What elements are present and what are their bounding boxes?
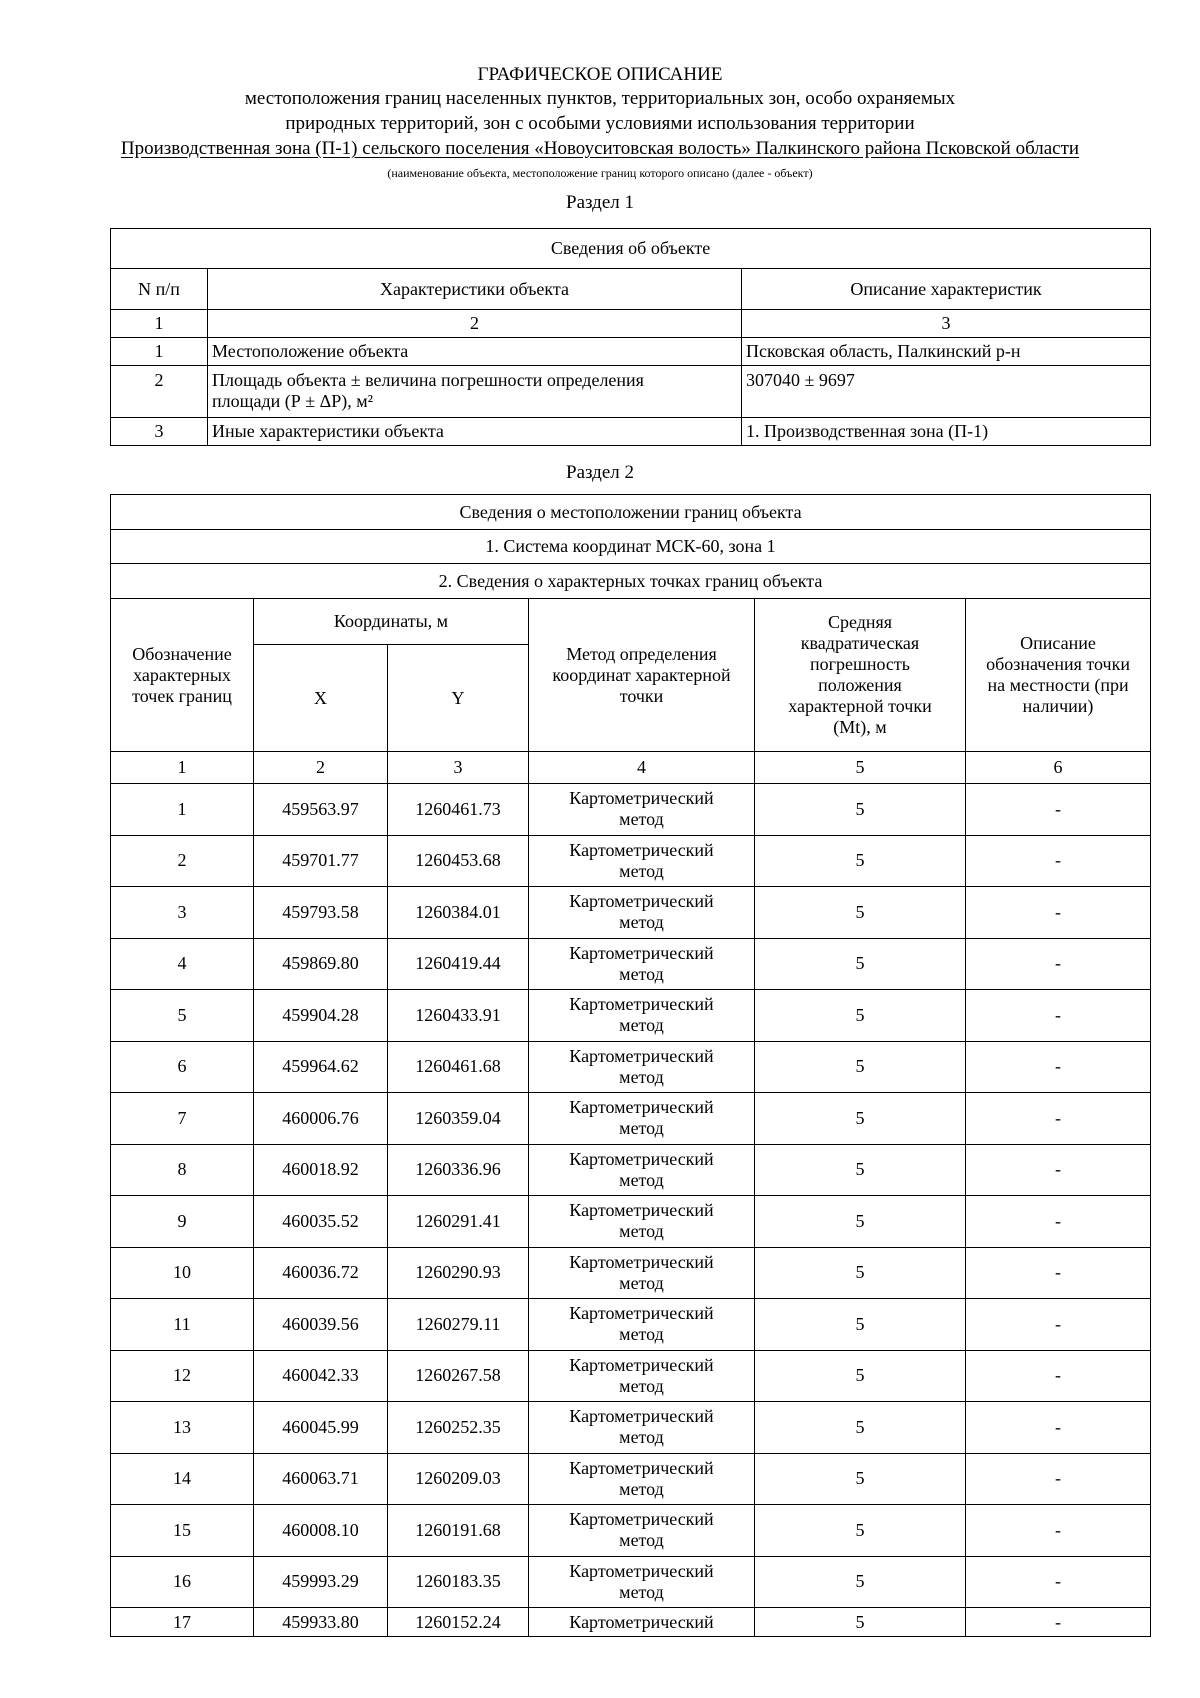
- point-error: 5: [755, 1144, 966, 1196]
- point-method-line2: метод: [619, 1066, 664, 1087]
- header-line: характерных: [133, 664, 231, 685]
- column-header-characteristics: Характеристики объекта: [208, 269, 742, 310]
- point-description: -: [966, 1453, 1151, 1505]
- point-x: 460035.52: [254, 1196, 388, 1248]
- table-row: [111, 784, 1151, 836]
- point-method-line1: Картометрический: [569, 1457, 714, 1478]
- point-y: 1260252.35: [388, 1402, 529, 1454]
- point-method-line2: метод: [619, 1015, 664, 1036]
- point-method-line1: Картометрический: [569, 994, 714, 1015]
- table-row: [111, 887, 1151, 939]
- point-description: -: [966, 1093, 1151, 1145]
- table-row: [111, 938, 1151, 990]
- characteristic-name: Иные характеристики объекта: [208, 418, 742, 446]
- point-error: 5: [755, 784, 966, 836]
- point-method: [529, 1608, 755, 1637]
- point-x: 459869.80: [254, 938, 388, 990]
- point-number: 10: [111, 1247, 254, 1299]
- point-x: 460039.56: [254, 1299, 388, 1351]
- table-row: [111, 1350, 1151, 1402]
- point-number: 8: [111, 1144, 254, 1196]
- point-method-line2: метод: [619, 1221, 664, 1242]
- object-info-table: [110, 228, 1151, 446]
- point-method-line1: Картометрический: [569, 1200, 714, 1221]
- point-y: 1260461.68: [388, 1041, 529, 1093]
- point-description: -: [966, 1041, 1151, 1093]
- point-description: -: [966, 1402, 1151, 1454]
- point-method-line1: Картометрический: [569, 1560, 714, 1581]
- point-error: 5: [755, 1093, 966, 1145]
- point-x: 460063.71: [254, 1453, 388, 1505]
- point-error: 5: [755, 1556, 966, 1608]
- point-error: 5: [755, 1299, 966, 1351]
- point-number: 17: [111, 1608, 254, 1637]
- header-line: координат характерной: [552, 664, 731, 685]
- point-number: 6: [111, 1041, 254, 1093]
- document-subtitle-line1: местоположения границ населенных пунктов, территориальных зон, особо охраняемых: [244, 88, 956, 109]
- characteristic-value: 1. Производственная зона (П-1): [742, 418, 1151, 446]
- point-method-line2: метод: [619, 1324, 664, 1345]
- table-row: [111, 1299, 1151, 1351]
- point-method-line1: Картометрический: [569, 1045, 714, 1066]
- row-number: 1: [111, 338, 208, 366]
- point-method-line1: Картометрический: [569, 891, 714, 912]
- column-number: 2: [208, 310, 742, 338]
- header-line: Средняя: [827, 612, 893, 632]
- column-header-y: Y: [388, 645, 529, 752]
- characteristic-value: Псковская область, Палкинский р-н: [742, 338, 1151, 366]
- table-row: [111, 1402, 1151, 1454]
- point-method: [529, 1247, 755, 1299]
- column-header-method: [529, 599, 755, 752]
- point-error: 5: [755, 1041, 966, 1093]
- point-x: 459993.29: [254, 1556, 388, 1608]
- point-description: -: [966, 1299, 1151, 1351]
- point-method-line1: Картометрический: [569, 1406, 714, 1427]
- point-method: [529, 938, 755, 990]
- point-number: 5: [111, 990, 254, 1042]
- point-description: -: [966, 1505, 1151, 1557]
- row-number: 3: [111, 418, 208, 446]
- header-line: положения: [818, 675, 902, 695]
- point-description: -: [966, 1196, 1151, 1248]
- point-y: 1260453.68: [388, 835, 529, 887]
- point-error: 5: [755, 835, 966, 887]
- column-header-error: [755, 599, 966, 752]
- boundary-points-table: [110, 494, 1151, 1637]
- point-method-line2: метод: [619, 1530, 664, 1551]
- point-number: 2: [111, 835, 254, 887]
- point-method: [529, 990, 755, 1042]
- column-header-coordinates: Координаты, м: [254, 599, 529, 645]
- point-y: 1260291.41: [388, 1196, 529, 1248]
- boundary-table-title: Сведения о местоположении границ объекта: [111, 495, 1151, 530]
- point-method: [529, 1041, 755, 1093]
- table-row: [111, 366, 1151, 418]
- point-method: [529, 1093, 755, 1145]
- point-number: 13: [111, 1402, 254, 1454]
- column-header-description: [966, 599, 1151, 752]
- point-x: 460006.76: [254, 1093, 388, 1145]
- point-number: 7: [111, 1093, 254, 1145]
- table-row: [111, 1608, 1151, 1637]
- point-number: 15: [111, 1505, 254, 1557]
- point-y: 1260336.96: [388, 1144, 529, 1196]
- column-number: 2: [254, 752, 388, 784]
- point-x: 460008.10: [254, 1505, 388, 1557]
- characteristic-name-line1: Площадь объекта ± величина погрешности определения: [212, 370, 644, 390]
- header-line: Описание: [1020, 633, 1096, 653]
- point-method-line2: метод: [619, 809, 664, 830]
- point-y: 1260267.58: [388, 1350, 529, 1402]
- point-error: 5: [755, 1608, 966, 1637]
- point-y: 1260279.11: [388, 1299, 529, 1351]
- table-row: [111, 1247, 1151, 1299]
- object-name: Производственная зона (П-1) сельского поселения «Новоуситовская волость» Палкинского района Псковской области: [120, 138, 1080, 159]
- point-error: 5: [755, 1247, 966, 1299]
- object-info-table-title: Сведения об объекте: [111, 229, 1151, 269]
- point-method: [529, 1556, 755, 1608]
- column-number: 3: [742, 310, 1151, 338]
- characteristic-name: [208, 366, 742, 418]
- header-line: квадратическая: [800, 633, 920, 653]
- point-y: 1260384.01: [388, 887, 529, 939]
- point-number: 12: [111, 1350, 254, 1402]
- point-description: -: [966, 1144, 1151, 1196]
- point-x: 459563.97: [254, 784, 388, 836]
- table-row: [111, 1041, 1151, 1093]
- point-x: 459964.62: [254, 1041, 388, 1093]
- point-description: -: [966, 887, 1151, 939]
- point-description: -: [966, 784, 1151, 836]
- row-number: 2: [111, 366, 208, 418]
- point-x: 459933.80: [254, 1608, 388, 1637]
- table-row: [111, 1556, 1151, 1608]
- table-row: [111, 1196, 1151, 1248]
- point-x: 460036.72: [254, 1247, 388, 1299]
- point-method: [529, 1196, 755, 1248]
- column-number: 4: [529, 752, 755, 784]
- point-description: -: [966, 1608, 1151, 1637]
- header-line: Метод определения: [566, 643, 717, 664]
- point-method: [529, 1505, 755, 1557]
- point-number: 1: [111, 784, 254, 836]
- point-y: 1260183.35: [388, 1556, 529, 1608]
- column-header-x: X: [254, 645, 388, 752]
- point-number: 11: [111, 1299, 254, 1351]
- table-row: [111, 990, 1151, 1042]
- point-x: 460018.92: [254, 1144, 388, 1196]
- point-error: 5: [755, 1402, 966, 1454]
- column-header-designation: [111, 599, 254, 752]
- header-line: наличии): [1022, 696, 1094, 716]
- point-x: 459701.77: [254, 835, 388, 887]
- point-description: -: [966, 835, 1151, 887]
- point-method-line2: метод: [619, 1478, 664, 1499]
- point-x: 459904.28: [254, 990, 388, 1042]
- header-line: Обозначение: [132, 643, 232, 664]
- column-header-n: N п/п: [111, 269, 208, 310]
- point-y: 1260290.93: [388, 1247, 529, 1299]
- table-row: [111, 1144, 1151, 1196]
- point-error: 5: [755, 938, 966, 990]
- point-method-line1: Картометрический: [569, 839, 714, 860]
- point-error: 5: [755, 1453, 966, 1505]
- point-method-line2: метод: [619, 1118, 664, 1139]
- point-method: [529, 1299, 755, 1351]
- boundary-points-body: [111, 784, 1151, 1637]
- coordinate-system: 1. Система координат МСК-60, зона 1: [111, 530, 1151, 564]
- point-error: 5: [755, 990, 966, 1042]
- point-description: -: [966, 1350, 1151, 1402]
- point-number: 3: [111, 887, 254, 939]
- point-error: 5: [755, 1350, 966, 1402]
- point-method-line2: метод: [619, 1169, 664, 1190]
- point-method-line2: метод: [619, 963, 664, 984]
- object-name-line: [0, 137, 1200, 161]
- header-line: обозначения точки: [986, 654, 1130, 674]
- point-y: 1260461.73: [388, 784, 529, 836]
- point-method-line1: Картометрический: [569, 1097, 714, 1118]
- point-y: 1260419.44: [388, 938, 529, 990]
- point-number: 4: [111, 938, 254, 990]
- point-x: 459793.58: [254, 887, 388, 939]
- point-method-line2: метод: [619, 1427, 664, 1448]
- point-method-line2: метод: [619, 912, 664, 933]
- object-name-caption: (наименование объекта, местоположение границ которого описано (далее - объект): [387, 166, 813, 180]
- point-y: 1260359.04: [388, 1093, 529, 1145]
- point-method: [529, 887, 755, 939]
- point-method-line1: Картометрический: [569, 1251, 714, 1272]
- header-line: точек границ: [132, 685, 232, 706]
- point-y: 1260433.91: [388, 990, 529, 1042]
- table-row: [111, 1453, 1151, 1505]
- characteristic-name: Местоположение объекта: [208, 338, 742, 366]
- characteristic-name-line2: площади (Р ± ΔР), м²: [212, 391, 374, 411]
- header-line: (Mt), м: [833, 717, 887, 737]
- point-method-line2: метод: [619, 1272, 664, 1293]
- point-description: -: [966, 938, 1151, 990]
- header-line: погрешность: [809, 654, 910, 674]
- point-description: -: [966, 990, 1151, 1042]
- point-y: 1260209.03: [388, 1453, 529, 1505]
- column-number: 1: [111, 310, 208, 338]
- point-method-line1: Картометрический: [569, 1611, 714, 1632]
- point-method-line1: Картометрический: [569, 1148, 714, 1169]
- point-method: [529, 1350, 755, 1402]
- point-error: 5: [755, 887, 966, 939]
- point-method-line2: метод: [619, 860, 664, 881]
- point-y: 1260191.68: [388, 1505, 529, 1557]
- document-title: ГРАФИЧЕСКОЕ ОПИСАНИЕ: [477, 64, 723, 85]
- point-number: 14: [111, 1453, 254, 1505]
- table-row: [111, 338, 1151, 366]
- section2-title: Раздел 2: [566, 462, 634, 483]
- point-method: [529, 1144, 755, 1196]
- point-method: [529, 1402, 755, 1454]
- column-header-description: Описание характеристик: [742, 269, 1151, 310]
- column-number: 1: [111, 752, 254, 784]
- header-line: точки: [619, 685, 664, 706]
- points-section-title: 2. Сведения о характерных точках границ объекта: [111, 564, 1151, 599]
- characteristic-value: 307040 ± 9697: [742, 366, 1151, 418]
- point-method-line1: Картометрический: [569, 1303, 714, 1324]
- table-row: [111, 1505, 1151, 1557]
- point-method: [529, 784, 755, 836]
- point-y: 1260152.24: [388, 1608, 529, 1637]
- table-row: [111, 1093, 1151, 1145]
- point-number: 9: [111, 1196, 254, 1248]
- point-description: -: [966, 1556, 1151, 1608]
- document-subtitle-line2: природных территорий, зон с особыми условиями использования территории: [285, 113, 915, 134]
- point-method-line2: метод: [619, 1581, 664, 1602]
- point-method-line1: Картометрический: [569, 1509, 714, 1530]
- point-method-line1: Картометрический: [569, 1354, 714, 1375]
- header-line: характерной точки: [788, 696, 932, 716]
- point-x: 460045.99: [254, 1402, 388, 1454]
- point-error: 5: [755, 1505, 966, 1557]
- point-method-line2: метод: [619, 1375, 664, 1396]
- table-row: [111, 418, 1151, 446]
- column-number: 5: [755, 752, 966, 784]
- point-method-line1: Картометрический: [569, 942, 714, 963]
- point-method: [529, 1453, 755, 1505]
- point-method: [529, 835, 755, 887]
- point-x: 460042.33: [254, 1350, 388, 1402]
- header-line: на местности (при: [987, 675, 1129, 695]
- table-row: [111, 835, 1151, 887]
- column-number: 3: [388, 752, 529, 784]
- column-number: 6: [966, 752, 1151, 784]
- point-description: -: [966, 1247, 1151, 1299]
- section1-title: Раздел 1: [566, 192, 634, 213]
- point-number: 16: [111, 1556, 254, 1608]
- point-error: 5: [755, 1196, 966, 1248]
- point-method-line1: Картометрический: [569, 788, 714, 809]
